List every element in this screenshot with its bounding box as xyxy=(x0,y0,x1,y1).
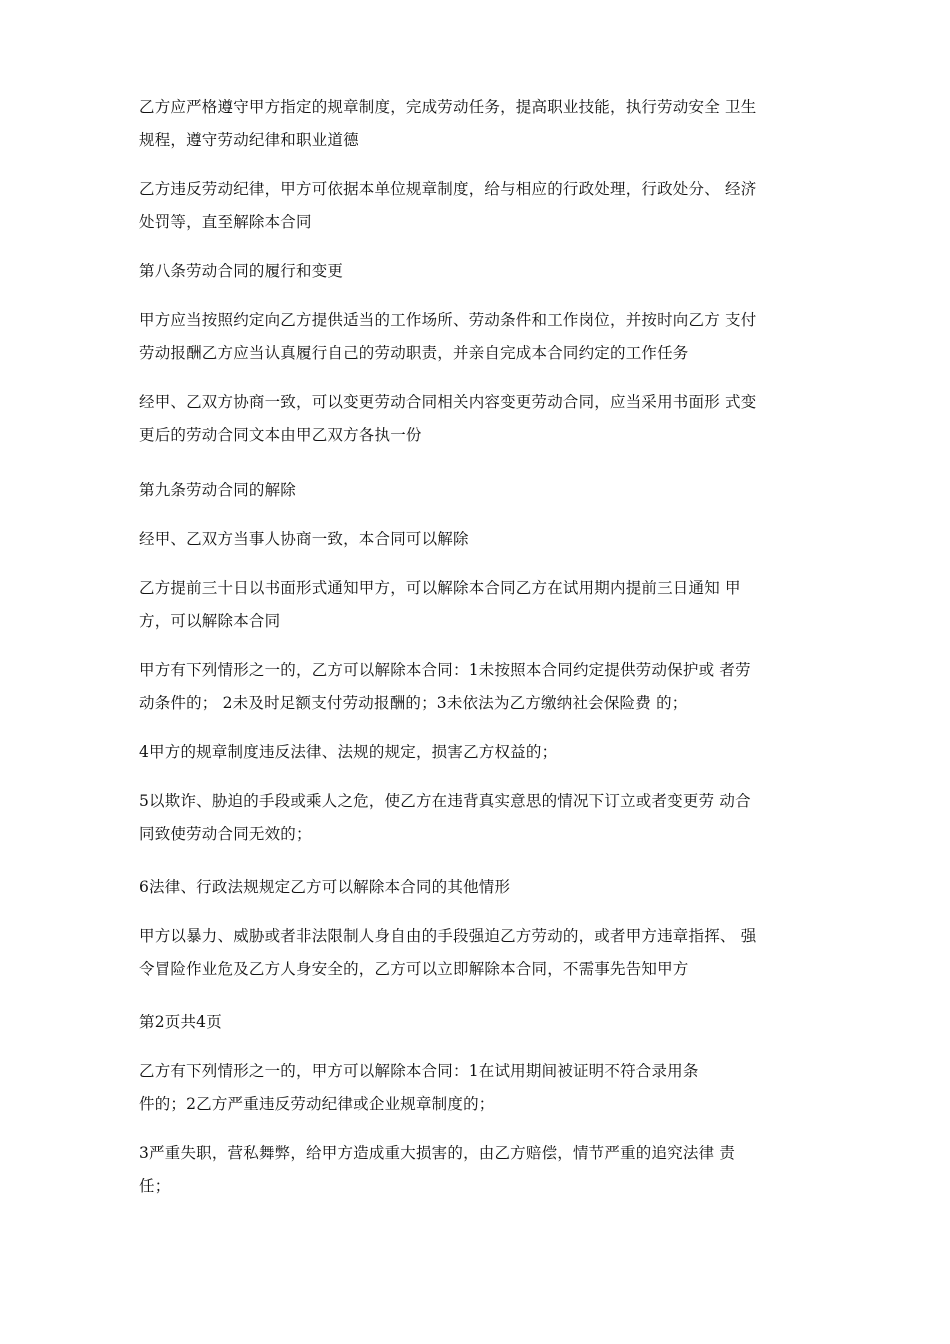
text-line: 4甲方的规章制度违反法律、法规的规定，损害乙方权益的； xyxy=(139,743,558,761)
section-heading-article-9 xyxy=(139,474,829,507)
text-line: 劳动报酬乙方应当认真履行自己的劳动职责，并亲自完成本合同约定的工作任务 xyxy=(139,344,689,362)
paragraph-immediate-termination xyxy=(139,920,829,986)
text-line: 5以欺诈、胁迫的手段或乘人之危，使乙方在违背真实意思的情况下订立或者变更劳 动合 xyxy=(139,792,751,810)
text-line: 甲方以暴力、威胁或者非法限制人身自由的手段强迫乙方劳动的，或者甲方违章指挥、 强 xyxy=(139,927,757,945)
text-line: 处罚等，直至解除本合同 xyxy=(139,213,312,231)
text-line: 动条件的； 2未及时足额支付劳动报酬的；3未依法为乙方缴纳社会保险费 的； xyxy=(139,694,688,712)
paragraph-case-serious-negligence xyxy=(139,1137,829,1203)
text-line: 任； xyxy=(139,1177,171,1195)
text-line: 3严重失职，营私舞弊，给甲方造成重大损害的，由乙方赔偿，情节严重的追究法律 责 xyxy=(139,1144,736,1162)
text-line: 经甲、乙双方协商一致，可以变更劳动合同相关内容变更劳动合同，应当采用书面形 式变 xyxy=(139,393,757,411)
paragraph-labor-discipline xyxy=(139,91,829,157)
text-line: 第2页共4页 xyxy=(139,1013,222,1031)
paragraph-violation xyxy=(139,173,829,239)
text-line: 乙方应严格遵守甲方指定的规章制度，完成劳动任务，提高职业技能，执行劳动安全 卫生 xyxy=(139,98,757,116)
paragraph-mutual-termination xyxy=(139,523,829,556)
text-line: 6法律、行政法规规定乙方可以解除本合同的其他情形 xyxy=(139,878,511,896)
text-line: 乙方违反劳动纪律，甲方可依据本单位规章制度，给与相应的行政处理，行政处分、 经济 xyxy=(139,180,757,198)
text-line: 第九条劳动合同的解除 xyxy=(139,481,297,499)
text-line: 甲方有下列情形之一的，乙方可以解除本合同：1未按照本合同约定提供劳动保护或 者劳 xyxy=(139,661,751,679)
paragraph-case-5 xyxy=(139,785,829,851)
text-line: 规程，遵守劳动纪律和职业道德 xyxy=(139,131,359,149)
section-heading-article-8 xyxy=(139,255,829,288)
text-line: 乙方提前三十日以书面形式通知甲方，可以解除本合同乙方在试用期内提前三日通知 甲 xyxy=(139,579,741,597)
paragraph-notice-termination xyxy=(139,572,829,638)
text-line: 方，可以解除本合同 xyxy=(139,612,281,630)
text-line: 更后的劳动合同文本由甲乙双方各执一份 xyxy=(139,426,422,444)
text-line: 件的；2乙方严重违反劳动纪律或企业规章制度的； xyxy=(139,1095,495,1113)
text-line: 乙方有下列情形之一的，甲方可以解除本合同：1在试用期间被证明不符合录用条 xyxy=(139,1062,699,1080)
paragraph-contract-change xyxy=(139,386,829,452)
text-line: 同致使劳动合同无效的； xyxy=(139,825,312,843)
paragraph-employee-termination-cases xyxy=(139,654,829,720)
paragraph-case-6 xyxy=(139,871,829,904)
paragraph-employer-duty xyxy=(139,304,829,370)
text-line: 甲方应当按照约定向乙方提供适当的工作场所、劳动条件和工作岗位，并按时向乙方 支付 xyxy=(139,311,757,329)
text-line: 令冒险作业危及乙方人身安全的，乙方可以立即解除本合同，不需事先告知甲方 xyxy=(139,960,689,978)
paragraph-employer-termination-cases xyxy=(139,1055,829,1121)
paragraph-case-4 xyxy=(139,736,829,769)
text-line: 第八条劳动合同的履行和变更 xyxy=(139,262,344,280)
page-number xyxy=(139,1006,829,1039)
text-line: 经甲、乙双方当事人协商一致，本合同可以解除 xyxy=(139,530,469,548)
